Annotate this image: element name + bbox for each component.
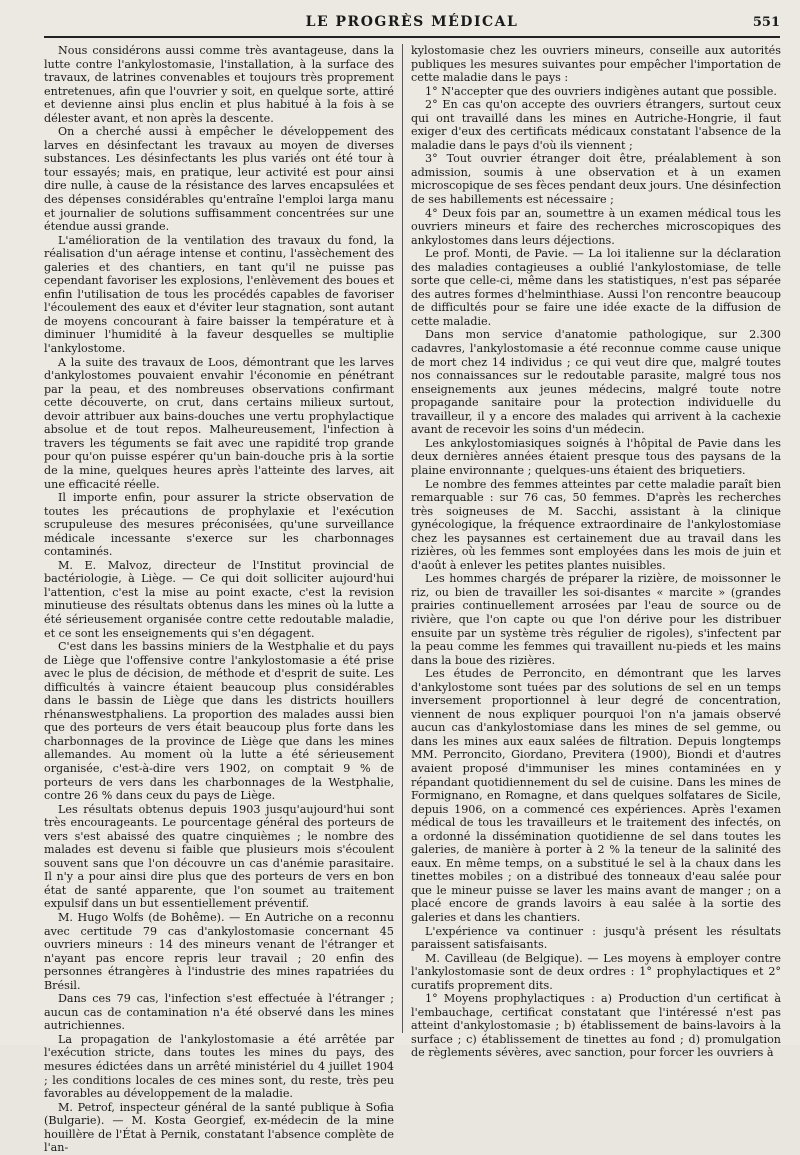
paragraph: Il importe enfin, pour assurer la stricte observation de toutes les précautions de prophylaxie et l'exécution scrupuleuse des mesures préconisées, qu'une surveillance médicale incessante s'exerce sur les charbonnages contaminés.	[44, 491, 394, 559]
paragraph: Les ankylostomiasiques soignés à l'hôpital de Pavie dans les deux dernières années étaient presque tous des paysans de la plaine environnante ; quelques-uns étaient des briquetiers.	[411, 436, 781, 477]
paragraph: Dans ces 79 cas, l'infection s'est effectuée à l'étranger ; aucun cas de contamination n'a été observé dans les mines autrichiennes.	[44, 992, 394, 1033]
paragraph: 1° N'accepter que des ouvriers indigènes autant que possible.	[425, 84, 777, 98]
paragraph: 3° Tout ouvrier étranger doit être, préalablement à son admission, soumis à une observation et à un examen microscopique de ses fèces pendant deux jours. Une désinfection de ses habillements est nécessaire ;	[411, 152, 781, 207]
paragraph: L'expérience va continuer : jusqu'à présent les résultats paraissent satisfaisants.	[411, 924, 781, 952]
paragraph: 1° Moyens prophylactiques : a) Production d'un certificat à l'embauchage, certificat constatant que l'intéressé n'est pas atteint d'ankylostomasie ; b) établissement de bains-lavoirs à la surface ; c) établissement de tinettes au fond ; d) promulgation de règlements sévères, avec sanction, pour forcer les ouvriers à	[411, 992, 781, 1060]
paragraph: kylostomasie chez les ouvriers mineurs, conseille aux autorités publiques les mesures suivantes pour empêcher l'importation de cette maladie dans le pays :	[411, 44, 781, 85]
page-number: 551	[752, 15, 780, 30]
paragraph: M. E. Malvoz, directeur de l'Institut provincial de bactériologie, à Liège. — Ce qui doit solliciter aujourd'hui l'attention, c'est la mise au point exacte, c'est la revision minutieuse des résultats obtenus dans les mines où la lutte a été sérieusement organisée contre cette redoutable maladie, et ce sont les enseignements qui s'en dégagent.	[44, 558, 394, 640]
paragraph: On a cherché aussi à empêcher le développement des larves en désinfectant les travaux au moyen de diverses substances. Les désinfectants les plus variés ont été tour à tour essayés; mais, en pratique, leur activité est pour ainsi dire nulle, à cause de la résistance des larves encapsulées et des dépenses considérables qu'entraîne l'emploi larga manu et journalier de solutions suffisamment concentrées sur une étendue aussi grande.	[44, 125, 394, 234]
paragraph: Les hommes chargés de préparer la rizière, de moissonner le riz, ou bien de travailler les soi-disantes « marcite » (grandes prairies continuellement arrosées par l'eau de source ou de rivière, que l'on capte ou que l'on dérive pour les distribuer ensuite par un système très régulier de rigoles), s'infectent par la peau comme les femmes qui travaillent nu-pieds et les mains dans la boue des rizières.	[411, 572, 781, 667]
paragraph: Les études de Perroncito, en démontrant que les larves d'ankylostome sont tuées par des solutions de sel en un temps inversement proportionnel à leur degré de concentration, viennent de nous expliquer pourquoi l'on n'a jamais observé aucun cas d'ankylostomiase dans les mines de sel gemme, ou dans les mines aux eaux salées de filtration. Depuis longtemps MM. Perroncito, Giordano, Previtera (1900), Biondi et d'autres avaient proposé d'immuniser les mines contaminées en y répandant quotidiennement du sel de cuisine. Dans les mines de Formignano, en Romagne, et dans quelques solfatares de Sicile, depuis 1906, on a commencé ces expériences. Après l'examen médical de tous les travailleurs et le traitement des infectés, on a ordonné la dissémination quotidienne de sel dans toutes les galeries, de manière à porter à 2 % la teneur de la salinité des eaux. En même temps, on a substitué le sel à la chaux dans les tinettes mobiles ; on a distribué des tonneaux d'eau salée pour que le mineur puisse se laver les mains avant de manger ; on a placé encore de grands lavoirs à eau salée à la sortie des galeries et dans les chantiers.	[411, 667, 781, 924]
paragraph: M. Cavilleau (de Belgique). — Les moyens à employer contre l'ankylostomasie sont de deux ordres : 1° prophylactiques et 2° curatifs proprement dits.	[411, 951, 781, 992]
column-divider	[402, 44, 403, 1033]
left-column	[44, 44, 394, 1155]
paragraph: 4° Deux fois par an, soumettre à un examen médical tous les ouvriers mineurs et faire des recherches microscopiques des ankylostomes dans leurs déjections.	[411, 206, 781, 247]
paragraph: Nous considérons aussi comme très avantageuse, dans la lutte contre l'ankylostomasie, l'installation, à la surface des travaux, de latrines convenables et toujours très proprement entretenues, afin que l'ouvrier y soit, en quelque sorte, attiré et devienne ainsi plus enclin et plus habitué à la fois à se délester avant, et non après la descente.	[44, 44, 394, 125]
paragraph: La propagation de l'ankylostomasie a été arrêtée par l'exécution stricte, dans toutes les mines du pays, des mesures édictées dans un arrêté ministériel du 4 juillet 1904 ; les conditions locales de ces mines sont, du reste, très peu favorables au développement de la maladie.	[44, 1032, 394, 1101]
paragraph: L'amélioration de la ventilation des travaux du fond, la réalisation d'un aérage intense et continu, l'assèchement des galeries et des chantiers, en tant qu'il ne puisse pas cependant favoriser les explosions, l'enlèvement des boues et enfin l'utilisation de tous les procédés capables de favoriser l'écoulement des eaux et d'éviter leur stagnation, sont autant de moyens concourant à faire baisser la température et à diminuer l'humidité à la faveur desquelles se multiplie l'ankylostome.	[44, 233, 394, 356]
paragraph: M. Petrof, inspecteur général de la santé publique à Sofia (Bulgarie). — M. Kosta Georgief, ex-médecin de la mine houillère de l'État à Pernik, constatant l'absence complète de l'an-	[44, 1100, 394, 1155]
right-column	[411, 44, 781, 1060]
paragraph: M. Hugo Wolfs (de Bohême). — En Autriche on a reconnu avec certitude 79 cas d'ankylostomasie concernant 45 ouvriers mineurs : 14 des mineurs venant de l'étranger et n'ayant pas encore repris leur travail ; 20 enfin des personnes étrangères à l'industrie des mines rapatriées du Brésil.	[44, 911, 394, 992]
running-title: LE PROGRÈS MÉDICAL	[305, 14, 519, 30]
paragraph: Le nombre des femmes atteintes par cette maladie paraît bien remarquable : sur 76 cas, 50 femmes. D'après les recherches très soigneuses de M. Sacchi, assistant à la clinique gynécologique, la fréquence extraordinaire de l'ankylostomiase chez les paysannes est certainement due au travail dans les rizières, où les femmes sont employées dans les mois de juin et d'août à enlever les petites plantes nuisibles.	[411, 477, 781, 572]
paragraph: Le prof. Monti, de Pavie. — La loi italienne sur la déclaration des maladies contagieuses a oublié l'ankylostomiase, de telle sorte que celle-ci, même dans les statistiques, n'est pas séparée des autres formes d'helminthiase. Aussi l'on rencontre beaucoup de difficultés pour se faire une idée exacte de la diffusion de cette maladie.	[411, 247, 781, 328]
page-header	[44, 14, 780, 38]
paragraph: 2° En cas qu'on accepte des ouvriers étrangers, surtout ceux qui ont travaillé dans les mines en Autriche-Hongrie, il faut exiger d'eux des certificats médicaux constatant l'absence de la maladie dans le pays d'où ils viennent ;	[411, 98, 781, 152]
paragraph: A la suite des travaux de Loos, démontrant que les larves d'ankylostomes pouvaient envahir l'économie en pénétrant par la peau, et des nombreuses observations confirmant cette découverte, on crut, dans certains milieux surtout, devoir attribuer aux bains-douches une vertu prophylactique absolue et de tout repos. Malheureusement, l'infection à travers les téguments se fait avec une rapidité trop grande pour qu'on puisse espérer qu'un bain-douche pris à la sortie de la mine, quelques heures après l'atteinte des larves, ait une efficacité réelle.	[44, 355, 394, 491]
paragraph: Dans mon service d'anatomie pathologique, sur 2.300 cadavres, l'ankylostomasie a été reconnue comme cause unique de mort chez 14 individus ; ce qui veut dire que, malgré toutes nos connaissances sur le redoutable parasite, malgré tous nos enseignements aux jeunes médecins, malgré toute notre propagande sanitaire pour la protection individuelle du travailleur, il y a encore des malades qui arrivent à la cachexie avant de recevoir les soins d'un médecin.	[411, 328, 781, 437]
paragraph: Les résultats obtenus depuis 1903 jusqu'aujourd'hui sont très encourageants. Le pourcentage général des porteurs de vers s'est abaissé des quatre cinquièmes ; le nombre des malades est devenu si faible que plusieurs mois s'écoulent souvent sans que l'on découvre un cas d'anémie parasitaire. Il n'y a pour ainsi dire plus que des porteurs de vers en bon état de santé apparente, que l'on soumet au traitement expulsif dans un but essentiellement préventif.	[44, 802, 394, 911]
paragraph: C'est dans les bassins miniers de la Westphalie et du pays de Liège que l'offensive contre l'ankylostomasie a été prise avec le plus de décision, de méthode et d'esprit de suite. Les difficultés à vaincre étaient beaucoup plus considérables dans le bassin de Liège que dans les districts houillers rhénanswestphaliens. La proportion des malades aussi bien que des porteurs de vers était beaucoup plus forte dans les charbonnages de la province de Liège que dans les mines allemandes. Au moment où la lutte a été sérieusement organisée, c'est-à-dire vers 1902, on comptait 9 % de porteurs de vers dans les charbonnages de la Westphalie, contre 26 % dans ceux du pays de Liège.	[44, 640, 394, 803]
